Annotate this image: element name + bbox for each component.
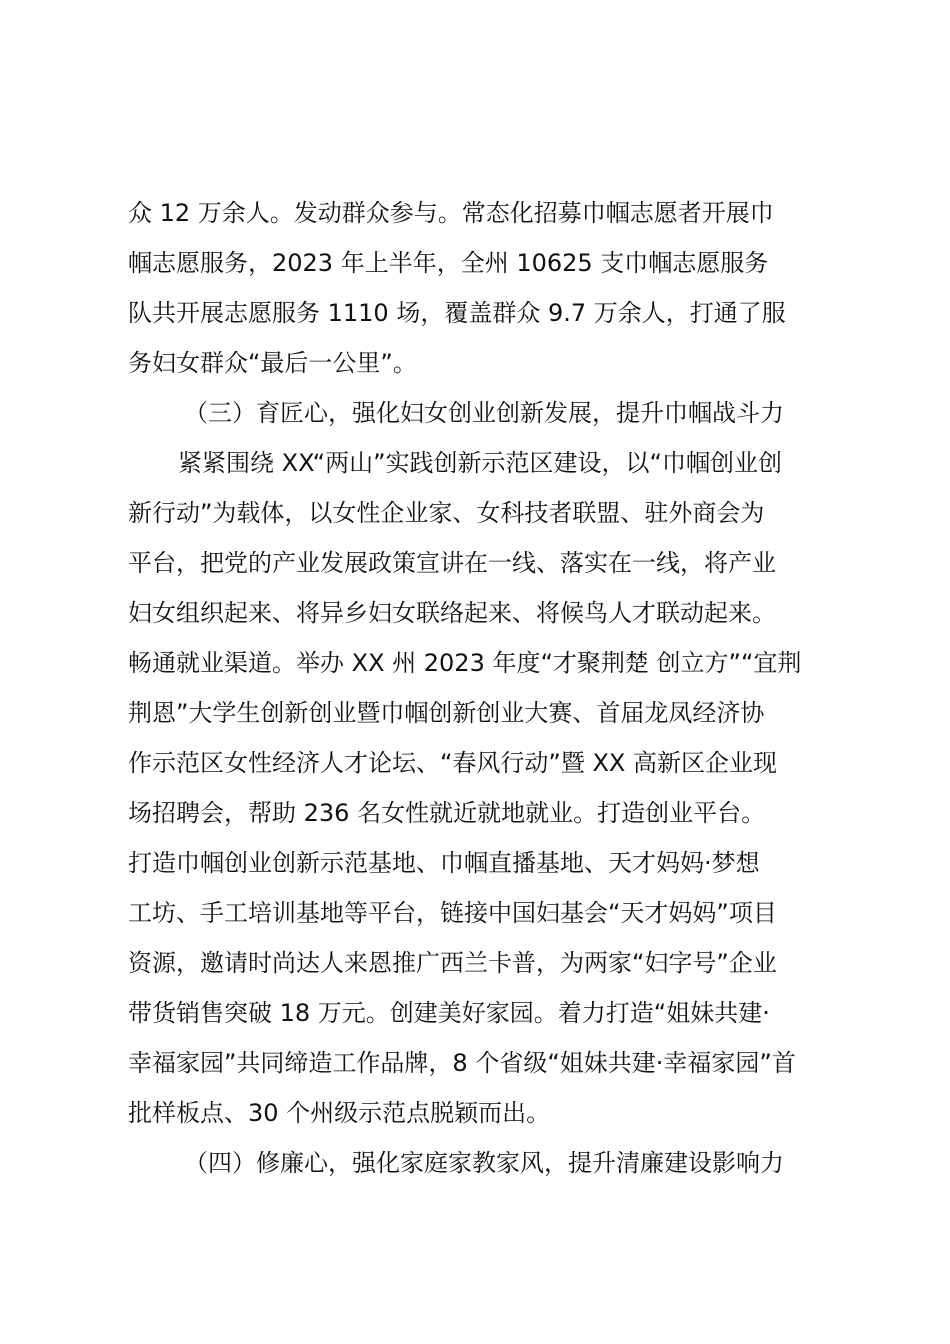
body-text-line: 帼志愿服务，2023 年上半年，全州 10625 支巾帼志愿服务 — [128, 249, 769, 277]
body-text-line: 工坊、手工培训基地等平台，链接中国妇基会“天才妈妈”项目 — [128, 899, 777, 927]
body-text-line: 务妇女群众“最后一公里”。 — [128, 349, 417, 377]
body-text-line: 畅通就业渠道。举办 XX 州 2023 年度“才聚荆楚 创立方”“宜荆 — [128, 649, 802, 677]
body-text-line: 作示范区女性经济人才论坛、“春风行动”暨 XX 高新区企业现 — [128, 749, 778, 777]
paragraph-first-line: 紧紧围绕 XX“两山”实践创新示范区建设，以“巾帼创业创 — [178, 449, 782, 477]
body-text-line: 资源，邀请时尚达人来恩推广西兰卡普，为两家“妇字号”企业 — [128, 949, 777, 977]
body-text-line: 队共开展志愿服务 1110 场，覆盖群众 9.7 万余人，打通了服 — [128, 299, 786, 327]
body-text-line: 批样板点、30 个州级示范点脱颖而出。 — [128, 1099, 551, 1127]
body-text-line: 众 12 万余人。发动群众参与。常态化招募巾帼志愿者开展巾 — [128, 199, 774, 227]
section-heading-4: （四）修廉心，强化家庭家教家风，提升清廉建设影响力 — [184, 1149, 784, 1177]
section-heading-3: （三）育匠心，强化妇女创业创新发展，提升巾帼战斗力 — [184, 399, 784, 427]
body-text-line: 新行动”为载体，以女性企业家、女科技者联盟、驻外商会为 — [128, 499, 765, 527]
body-text-line: 打造巾帼创业创新示范基地、巾帼直播基地、天才妈妈·梦想 — [128, 849, 760, 877]
body-text-line: 平台，把党的产业发展政策宣讲在一线、落实在一线，将产业 — [128, 549, 776, 577]
body-text-line: 带货销售突破 18 万元。创建美好家园。着力打造“姐妹共建· — [128, 999, 770, 1027]
body-text-line: 场招聘会，帮助 236 名女性就近就地就业。打造创业平台。 — [128, 799, 766, 827]
body-text-line: 妇女组织起来、将异乡妇女联络起来、将候鸟人才联动起来。 — [128, 599, 776, 627]
body-text-line: 幸福家园”共同缔造工作品牌，8 个省级“姐妹共建·幸福家园”首 — [128, 1049, 796, 1077]
body-text-line: 荆恩”大学生创新创业暨巾帼创新创业大赛、首届龙凤经济协 — [128, 699, 765, 727]
